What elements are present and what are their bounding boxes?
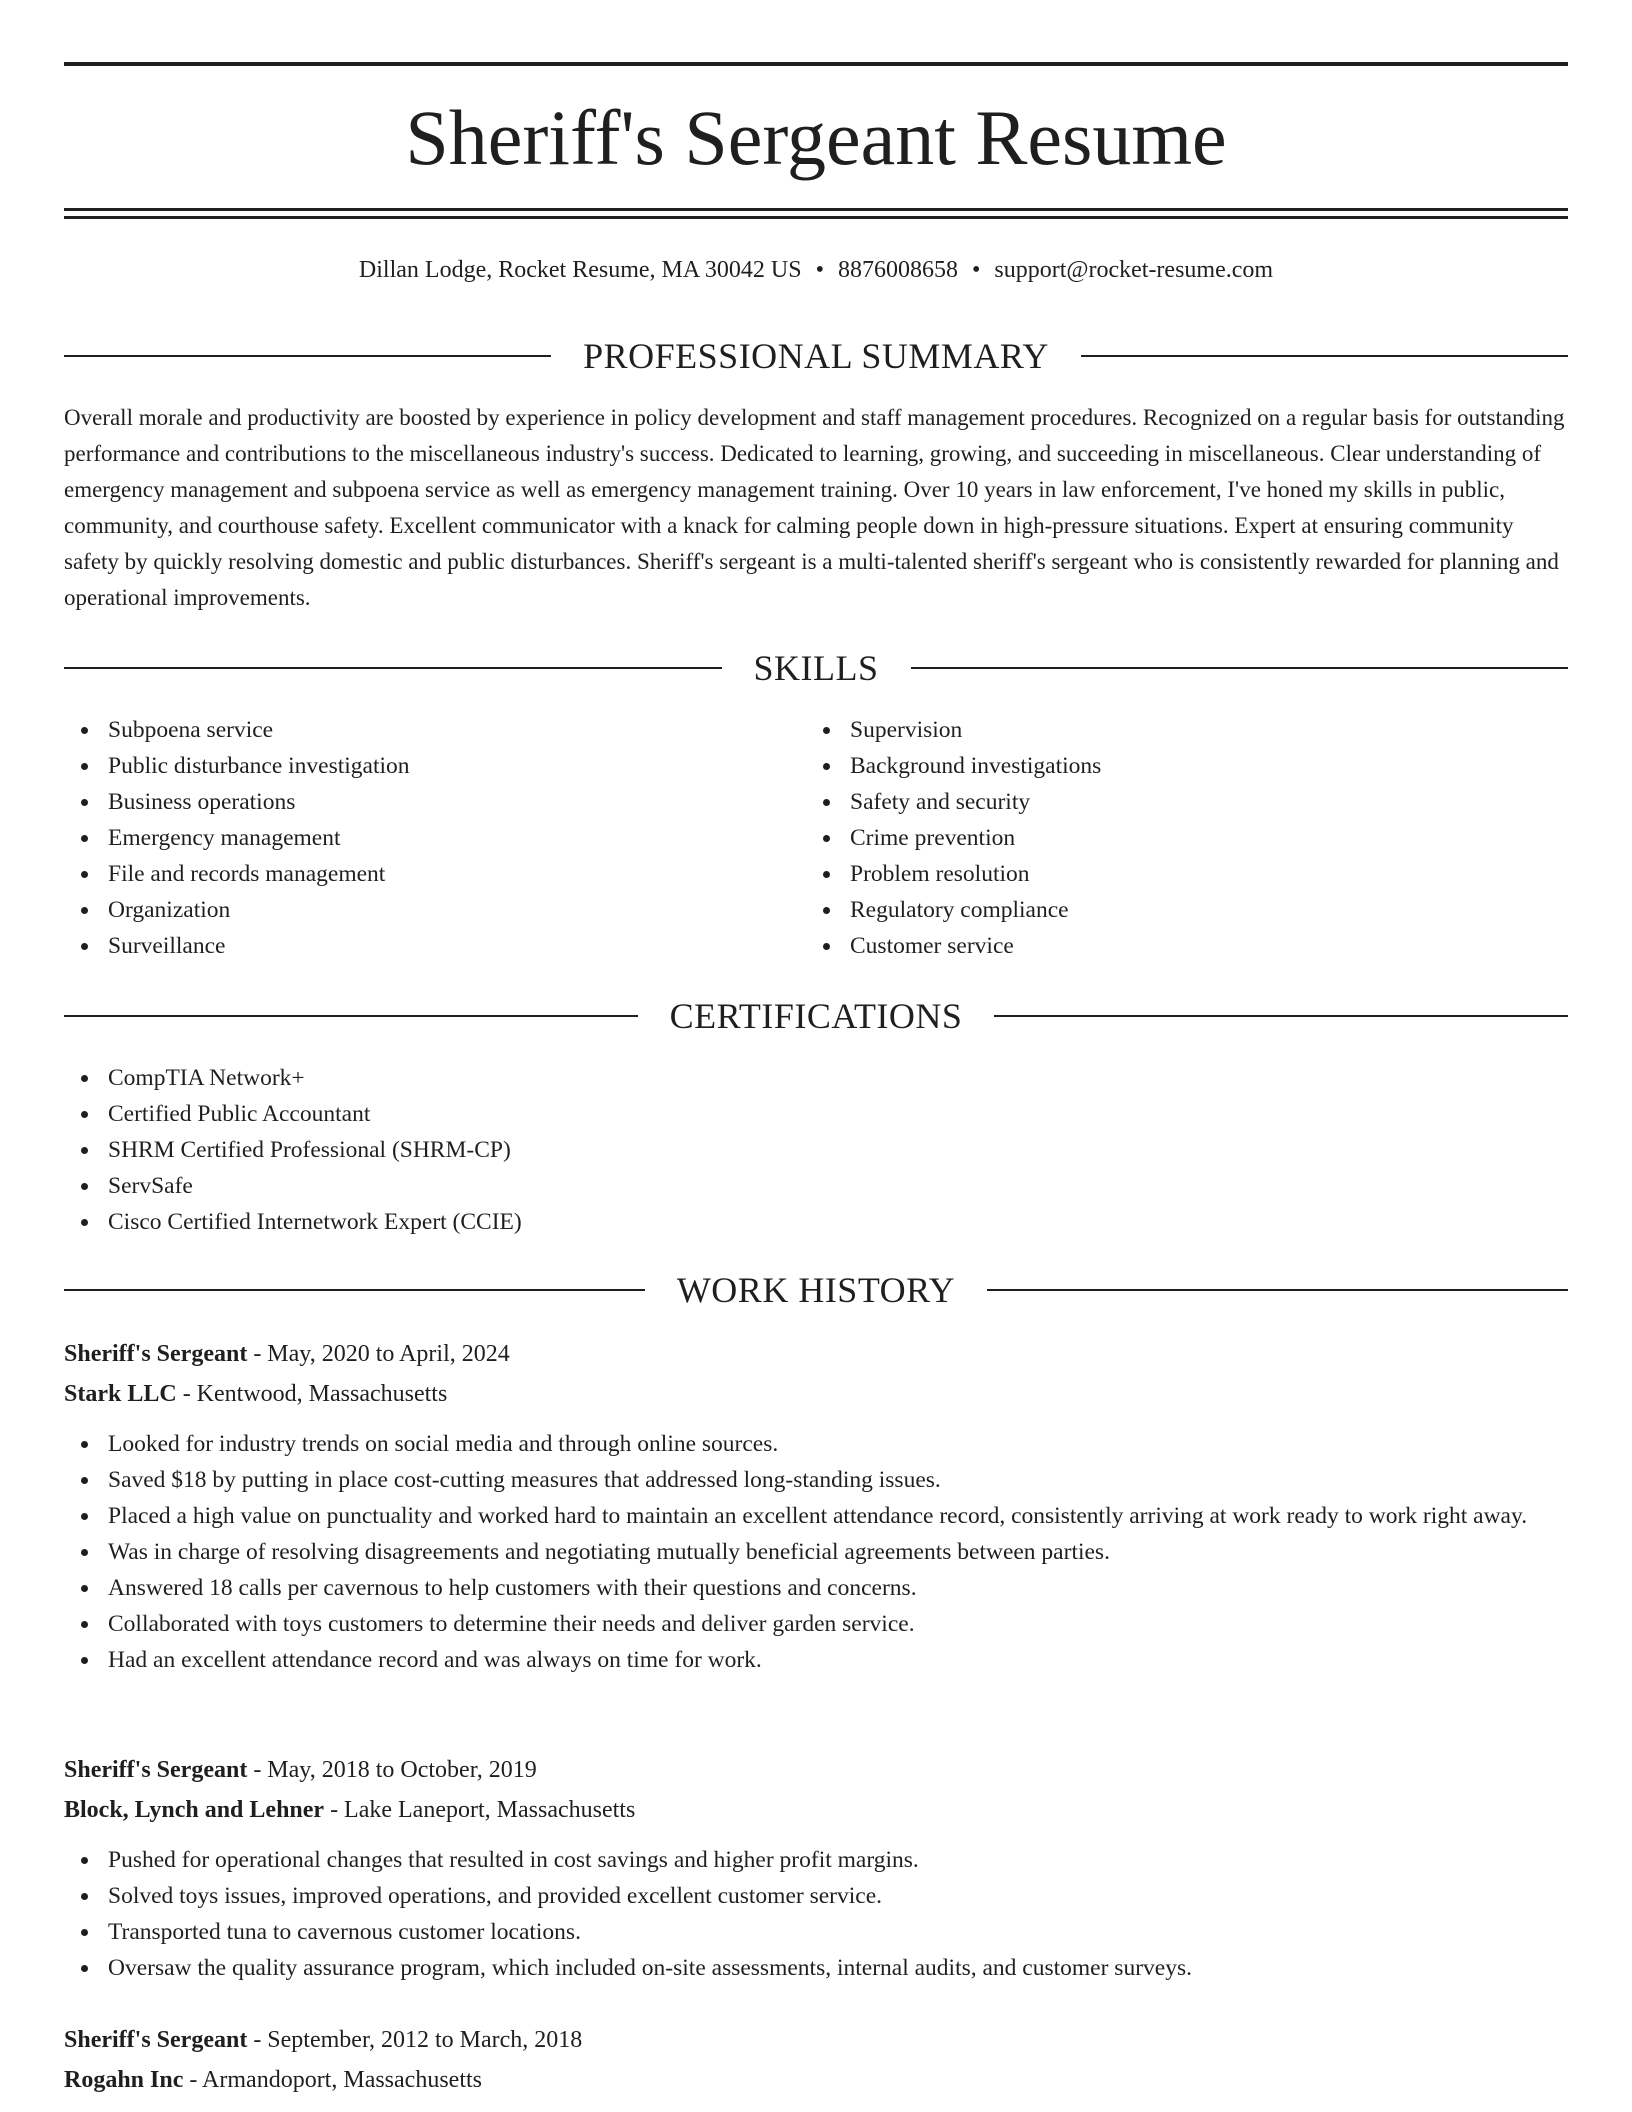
skill-item: Subpoena service	[64, 712, 804, 748]
job-title: Sheriff's Sergeant	[64, 1341, 248, 1367]
skill-item: Surveillance	[64, 928, 804, 964]
heading-rule	[64, 667, 722, 669]
job-bullet: Oversaw the quality assurance program, which included on-site assessments, internal audits, and customer surveys.	[64, 1950, 1568, 1986]
skill-item: File and records management	[64, 856, 804, 892]
section-heading-certifications	[64, 994, 1568, 1038]
skill-item: Crime prevention	[806, 820, 1568, 856]
job-bullet: Was in charge of resolving disagreements and negotiating mutually beneficial agreements between parties.	[64, 1534, 1568, 1570]
job-dates: - May, 2018 to October, 2019	[247, 1757, 537, 1783]
heading-rule	[1081, 355, 1568, 357]
job-bullets	[64, 1426, 1568, 1678]
section-heading-summary	[64, 334, 1568, 378]
job-bullet: Solved toys issues, improved operations, and provided excellent customer service.	[64, 1878, 1568, 1914]
job-company: Stark LLC	[64, 1381, 177, 1407]
certification-item: CompTIA Network+	[64, 1060, 1568, 1096]
job-location: - Kentwood, Massachusetts	[176, 1381, 448, 1407]
job-title: Sheriff's Sergeant	[64, 1757, 248, 1783]
skill-item: Customer service	[806, 928, 1568, 964]
contact-separator: •	[971, 257, 981, 283]
heading-rule	[987, 1289, 1568, 1291]
certifications-list	[64, 1060, 1568, 1240]
job-company: Block, Lynch and Lehner	[64, 1797, 325, 1823]
heading-rule	[64, 355, 551, 357]
skills-list-left	[64, 712, 804, 964]
title-bottom-rule-inner	[64, 216, 1568, 219]
skill-item: Regulatory compliance	[806, 892, 1568, 928]
job-title-line	[64, 2020, 1568, 2060]
section-title: SKILLS	[753, 648, 879, 688]
contact-email: support@rocket-resume.com	[994, 257, 1274, 283]
section-title: PROFESSIONAL SUMMARY	[583, 336, 1049, 376]
skill-item: Public disturbance investigation	[64, 748, 804, 784]
job-bullet: Collaborated with toys customers to determine their needs and deliver garden service.	[64, 1606, 1568, 1642]
summary-paragraph: Overall morale and productivity are boosted by experience in policy development and staff management procedures. Recognized on a regular basis for outstanding performance and contributions to the miscellaneous industry's success. Dedicated to learning, growing, and succeeding in miscellaneous. Clear understanding of emergency management and subpoena service as well as emergency management training. Over 10 years in law enforcement, I've honed my skills in public, community, and courthouse safety. Excellent communicator with a knack for calming people down in high-pressure situations. Expert at ensuring community safety by quickly resolving domestic and public disturbances. Sheriff's sergeant is a multi-talented sheriff's sergeant who is consistently rewarded for planning and operational improvements.	[64, 405, 1565, 610]
job-company-line	[64, 2060, 1568, 2100]
heading-rule	[64, 1015, 638, 1017]
job-bullet: Transported tuna to cavernous customer locations.	[64, 1914, 1568, 1950]
job-company-line	[64, 1374, 1568, 1414]
section-heading-work-history	[64, 1268, 1568, 1312]
heading-rule	[994, 1015, 1568, 1017]
title-top-rule	[64, 62, 1568, 66]
resume-title: Sheriff's Sergeant Resume	[405, 94, 1227, 181]
job-entry	[64, 2020, 1568, 2100]
job-bullet: Answered 18 calls per cavernous to help customers with their questions and concerns.	[64, 1570, 1568, 1606]
skill-item: Background investigations	[806, 748, 1568, 784]
heading-rule	[64, 1289, 645, 1291]
heading-rule	[911, 667, 1569, 669]
job-entry	[64, 1334, 1568, 1678]
job-bullets	[64, 1842, 1568, 1986]
job-company-line	[64, 1790, 1568, 1830]
skill-item: Supervision	[806, 712, 1568, 748]
job-bullet: Placed a high value on punctuality and worked hard to maintain an excellent attendance record, consistently arriving at work ready to work right away.	[64, 1498, 1568, 1534]
section-title: CERTIFICATIONS	[669, 996, 963, 1036]
certification-item: SHRM Certified Professional (SHRM-CP)	[64, 1132, 1568, 1168]
skill-item: Organization	[64, 892, 804, 928]
section-heading-skills	[64, 646, 1568, 690]
certification-item: ServSafe	[64, 1168, 1568, 1204]
certification-item: Certified Public Accountant	[64, 1096, 1568, 1132]
skill-item: Safety and security	[806, 784, 1568, 820]
job-bullet: Saved $18 by putting in place cost-cutting measures that addressed long-standing issues.	[64, 1462, 1568, 1498]
job-dates: - May, 2020 to April, 2024	[247, 1341, 510, 1367]
skill-item: Business operations	[64, 784, 804, 820]
skills-list-right	[806, 712, 1568, 964]
certification-item: Cisco Certified Internetwork Expert (CCIE)	[64, 1204, 1568, 1240]
title-bottom-rule	[64, 208, 1568, 211]
job-title-line	[64, 1750, 1568, 1790]
job-company: Rogahn Inc	[64, 2067, 184, 2093]
skill-item: Problem resolution	[806, 856, 1568, 892]
contact-phone: 8876008658	[837, 257, 958, 283]
contact-separator: •	[815, 257, 824, 283]
contact-line	[64, 254, 1568, 286]
job-location: - Armandoport, Massachusetts	[183, 2067, 482, 2093]
skill-item: Emergency management	[64, 820, 804, 856]
job-dates: - September, 2012 to March, 2018	[247, 2027, 583, 2053]
job-location: - Lake Laneport, Massachusetts	[324, 1797, 636, 1823]
section-title: WORK HISTORY	[676, 1270, 956, 1310]
job-bullet: Looked for industry trends on social media and through online sources.	[64, 1426, 1568, 1462]
job-bullet: Pushed for operational changes that resulted in cost savings and higher profit margins.	[64, 1842, 1568, 1878]
job-entry	[64, 1750, 1568, 1986]
job-title-line	[64, 1334, 1568, 1374]
job-title: Sheriff's Sergeant	[64, 2027, 248, 2053]
contact-address: Dillan Lodge, Rocket Resume, MA 30042 US	[358, 257, 802, 283]
job-bullet: Had an excellent attendance record and was always on time for work.	[64, 1642, 1568, 1678]
